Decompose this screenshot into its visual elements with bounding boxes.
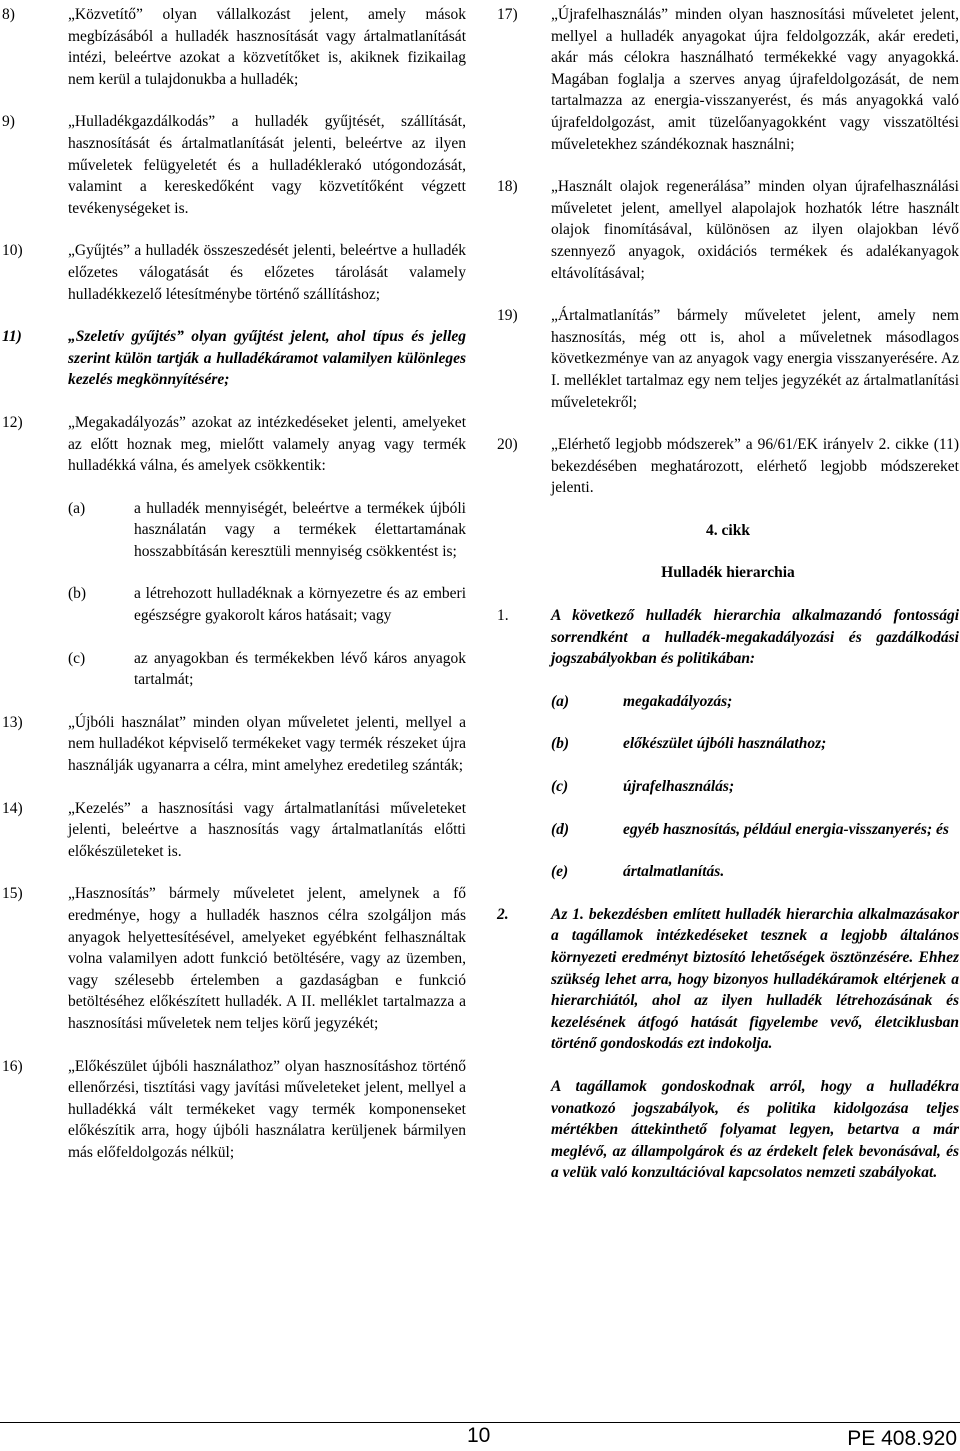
item-number: 18) xyxy=(497,178,518,196)
item-text: „Hulladékgazdálkodás” a hulladék gyűjtését, szállítását, hasznosítását és ártalmatlanítását jelenti, beleértve az ilyen műveletek felügyeletét és a hulladéklerakó utógondozását, valamint a kereskedőként vagy közvetítőként végzett tevékenységeket is. xyxy=(68,113,466,217)
item-text: „Gyűjtés” a hulladék összeszedését jelenti, beleértve a hulladék előzetes válogatását és előzetes tárolását valamely hulladékkezelő létesítménybe történő szállításhoz; xyxy=(68,242,466,303)
hierarchy-letter: (c) xyxy=(551,778,569,796)
hierarchy-text: ártalmatlanítás. xyxy=(623,863,725,881)
item-text: „Újrafelhasználás” minden olyan hasznosítási műveletet jelent, mellyel a hulladék anyagokat újra feldolgozzák, akár eredeti, akár más célokra használható termékekké vagy anyagokká. Magában foglalja a szerves anyag újrafeldolgozását, de nem tartalmazza az energia-visszanyerést, és más anyagokká való újrafeldolgozást, amit tüzelőanyagokként vagy visszatöltési műveletekhez szándékoznak használni; xyxy=(551,6,959,153)
item-text: „Kezelés” a hasznosítási vagy ártalmatlanítási műveleteket jelenti, beleértve a hasznosítás vagy ártalmatlanítás előtti előkészületeket is. xyxy=(68,799,466,860)
item-text: „Használt olajok regenerálása” minden olyan újrafelhasználási műveletet jelent, amellyel alapolajok hozhatók létre használt olajok finomításával, különösen az ilyen olajokban lévő szennyező anyagok, oxidációs termékek és adalékanyagok eltávolításával; xyxy=(551,178,959,282)
item-number: 14) xyxy=(2,799,23,817)
definition-15 xyxy=(2,883,466,1034)
item-number: 19) xyxy=(497,307,518,325)
paragraph-number: 1. xyxy=(497,607,509,625)
paragraph-number: 2. xyxy=(497,905,509,923)
subitem-text: a létrehozott hulladéknak a környezetre és az emberi egészségre gyakorolt káros hatásait; vagy xyxy=(134,585,466,625)
item-text: „Újbóli használat” minden olyan műveletet jelenti, mellyel a nem hulladékot képviselő termékeket vagy termék részeket újra használják ugyanarra a célra, mint amelyhez eredetileg szánták; xyxy=(68,713,466,775)
page-number: 10 xyxy=(467,1424,491,1447)
hierarchy-c xyxy=(551,776,959,798)
item-text: „Megakadályozás” azokat az intézkedéseket jelenti, amelyeket az előtt hoznak meg, mielőtt valamely anyag vagy termék hulladékká válna, és amelyek csökkentik: xyxy=(68,413,466,475)
paragraph-2 xyxy=(497,904,959,1055)
item-number: 20) xyxy=(497,436,518,454)
hierarchy-d xyxy=(551,819,959,841)
item-number: 13) xyxy=(2,713,23,731)
definition-17 xyxy=(497,4,959,155)
subitem-a xyxy=(68,498,466,563)
subitem-text: az anyagokban és termékekben lévő káros anyagok tartalmát; xyxy=(134,649,466,689)
hierarchy-b xyxy=(551,733,959,755)
item-text: „Ártalmatlanítás” bármely műveletet jelent, amely nem hasznosítás, még ott is, ahol a műveletnek másodlagos következménye van az anyagok vagy energia visszanyerésére. Az I. melléklet tartalmaz egy nem teljes jegyzékét az ártalmatlanítási műveletekről; xyxy=(551,307,959,411)
left-column xyxy=(2,4,466,1164)
subitem-c xyxy=(68,648,466,691)
hierarchy-letter: (b) xyxy=(551,735,570,753)
hierarchy-letter: (a) xyxy=(551,692,570,710)
item-text: „Szeletív gyűjtés” olyan gyűjtést jelent, ahol típus és jelleg szerint külön tartják a hulladékáramot valamilyen különleges kezelés megkönnyítésére; xyxy=(68,328,466,389)
hierarchy-text: előkészület újbóli használathoz; xyxy=(623,735,827,753)
paragraph-text: A következő hulladék hierarchia alkalmazandó fontossági sorrendként a hulladék-megakadályozási és gazdálkodási jogszabályokban és politikában: xyxy=(551,607,959,668)
hierarchy-letter: (e) xyxy=(551,863,569,881)
article-number: 4. cikk xyxy=(706,521,750,539)
hierarchy-e xyxy=(551,861,959,883)
definition-9 xyxy=(2,111,466,219)
item-number: 16) xyxy=(2,1057,23,1075)
paragraph-text: Az 1. bekezdésben említett hulladék hierarchia alkalmazásakor a tagállamok intézkedéseket tesznek a legjobb általános környezeti eredményt biztosító lehetőségek ösztönzésére. Ehhez szükség lehet arra, hogy bizonyos hulladékáramok eltérjenek a hierarchiától, ahol az ilyen hulladék létrehozásának és kezelésének átfogó hatását figyelembe vevő, életciklusban történő gondoskodás ezt indokolja. xyxy=(551,905,959,1053)
definition-8 xyxy=(2,4,466,90)
paragraph-3: A tagállamok gondoskodnak arról, hogy a hulladékra vonatkozó jogszabályok, és politika kidolgozása teljes mértékben áttekinthető folyamat legyen, betartva a már meglévő, az állampolgárok és az érdekelt felek bevonásával, és a velük való konzultációval kapcsolatos nemzeti szabályokat. xyxy=(551,1077,959,1182)
hierarchy-letter: (d) xyxy=(551,820,570,838)
item-number: 11) xyxy=(2,328,22,346)
hierarchy-a xyxy=(551,691,959,713)
subitem-b xyxy=(68,583,466,626)
item-number: 15) xyxy=(2,885,23,903)
item-number: 17) xyxy=(497,6,518,23)
definition-18 xyxy=(497,176,959,284)
definition-20 xyxy=(497,434,959,499)
item-number: 8) xyxy=(2,6,15,23)
definition-16 xyxy=(2,1056,466,1164)
definition-13 xyxy=(2,712,466,777)
item-number: 12) xyxy=(2,413,23,431)
subitem-letter: (a) xyxy=(68,499,86,517)
definition-10 xyxy=(2,240,466,305)
hierarchy-text: egyéb hasznosítás, például energia-visszanyerés; és xyxy=(623,820,949,838)
article-title: Hulladék hierarchia xyxy=(661,564,795,582)
item-text: „Hasznosítás” bármely műveletet jelent, amelynek a fő eredménye, hogy a hulladék hasznos célra szolgáljon más anyagok helyettesítésével, amelyeket egyébként felhasználtak volna valamilyen adott funkció betöltésére, vagy az üzemben, vagy szélesebb értelemben a gazdaságban e funkció betöltéséhez előkészített hulladék. A II. melléklet tartalmazza a hasznosítási műveletek nem teljes körű jegyzékét; xyxy=(68,885,466,1032)
paragraph-1 xyxy=(497,605,959,670)
item-text: „Közvetítő” olyan vállalkozást jelent, amely mások megbízásából a hulladék hasznosítását vagy ártalmatlanítását intézi, beleértve azokat a közvetítőket is, akiknek fizikailag nem kerül a tulajdonukba a hulladék; xyxy=(68,6,466,88)
definition-19 xyxy=(497,305,959,413)
definition-14 xyxy=(2,798,466,863)
hierarchy-text: újrafelhasználás; xyxy=(623,778,735,796)
document-reference: PE 408.920 xyxy=(847,1427,957,1450)
subitem-letter: (b) xyxy=(68,585,87,603)
subitem-text: a hulladék mennyiségét, beleértve a termékek újbóli használatán vagy a termékek élettartamának hosszabbításán keresztüli mennyiség csökkentést is; xyxy=(134,499,466,560)
hierarchy-text: megakadályozás; xyxy=(623,692,733,710)
definition-12 xyxy=(2,412,466,477)
item-text: „Előkészület újbóli használathoz” olyan hasznosításhoz történő ellenőrzési, tisztítási vagy javítási műveleteket jelent, mellyel a hulladékká vált termékeket vagy termék komponenseket előkészítik arra, hogy újbóli használatra kerüljenek bármilyen más előfeldolgozás nélkül; xyxy=(68,1057,466,1161)
item-number: 9) xyxy=(2,113,15,131)
item-text: „Elérhető legjobb módszerek” a 96/61/EK irányelv 2. cikke (11) bekezdésében meghatározott, elérhető legjobb módszereket jelenti. xyxy=(551,436,959,497)
right-column xyxy=(497,4,959,1184)
footer-rule xyxy=(0,1422,960,1423)
item-number: 10) xyxy=(2,242,23,260)
definition-11 xyxy=(2,326,466,391)
subitem-letter: (c) xyxy=(68,649,86,667)
